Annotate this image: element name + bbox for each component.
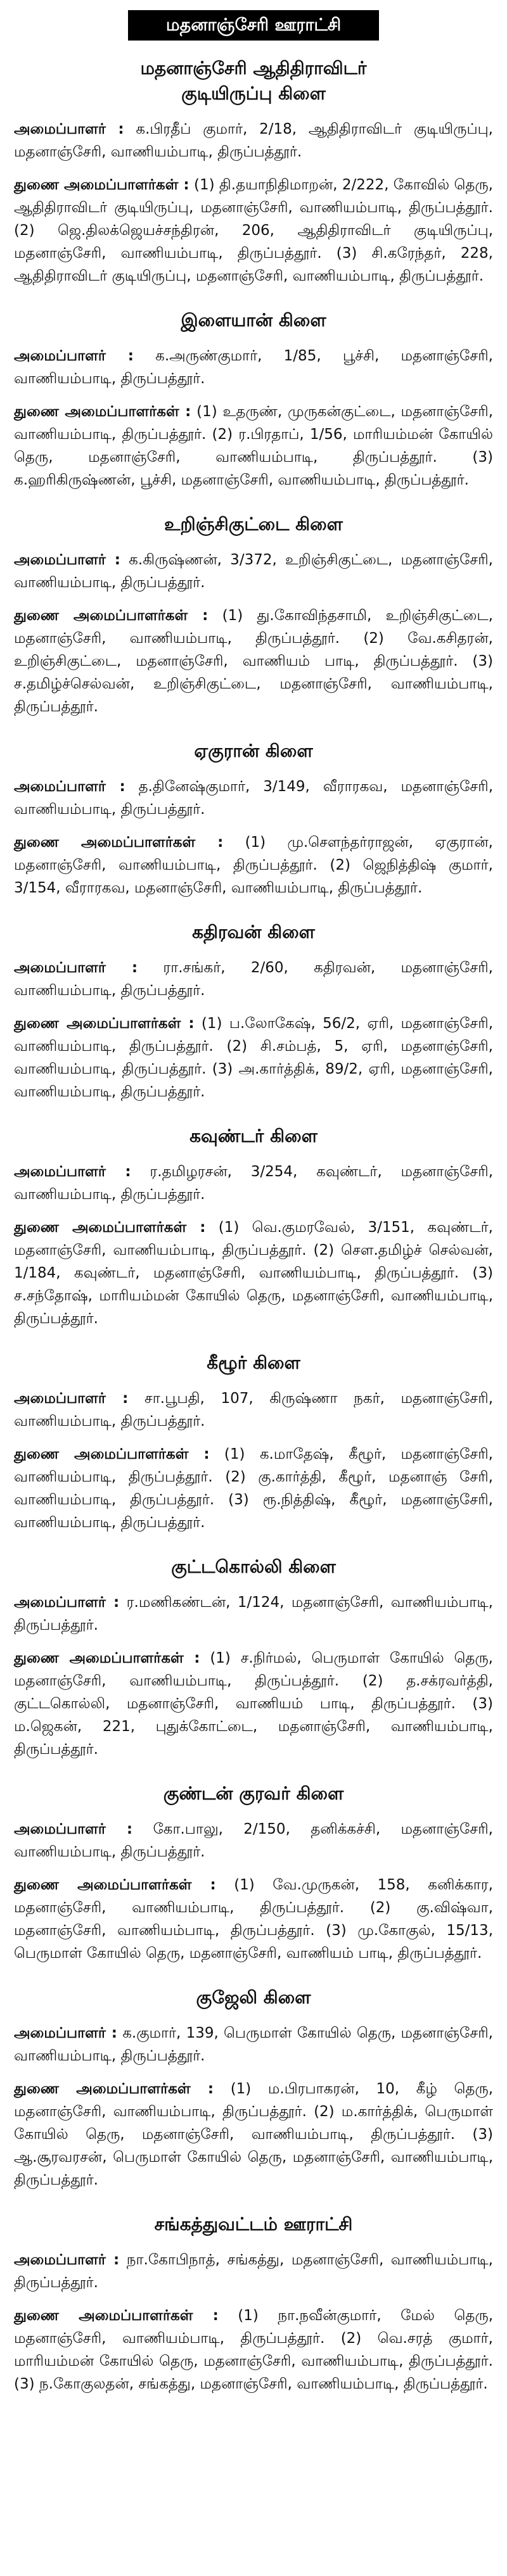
- branch-title-line: மதனாஞ்சேரி ஆதிதிராவிடர்: [140, 58, 367, 79]
- organizer-entry: [14, 118, 493, 163]
- branch-section: [14, 1781, 493, 1965]
- branch-title: [14, 1781, 493, 1806]
- deputy-organizers-entry: [14, 1012, 493, 1103]
- deputy-organizers-entry-label: துணை அமைப்பாளர்கள் :: [14, 403, 191, 420]
- branch-title-line: குட்டகொல்லி கிளை: [171, 1556, 336, 1577]
- organizer-entry-text: த.தினேஷ்குமார், 3/149, வீராரகவ, மதனாஞ்சேரி, வாணியம்பாடி, திருப்பத்தூர்.: [14, 778, 494, 818]
- organizer-entry-text: க.குமார், 139, பெருமாள் கோயில் தெரு, மதனாஞ்சேரி, வாணியம்பாடி, திருப்பத்தூர்.: [14, 2025, 493, 2064]
- organizer-entry-text: நா.கோபிநாத், சங்கத்து, மதனாஞ்சேரி, வாணியம்பாடி, திருப்பத்தூர்.: [14, 2252, 493, 2291]
- branch-section: [14, 56, 493, 288]
- deputy-organizers-entry-text: (1) ச.நிர்மல், பெருமாள் கோயில் தெரு, மதனாஞ்சேரி, வாணியம்பாடி, திருப்பத்தூர். (2) த.சக்ரவர்த்தி, குட்டகொல்லி, மதனாஞ்சேரி, வாணியம் பாடி, திருப்பத்தூர். (3) ம.ஜெகன், 221, புதுக்கோட்டை, மதனாஞ்சேரி, வாணியம்பாடி, திருப்பத்தூர்.: [14, 1650, 493, 1758]
- deputy-organizers-entry-text: (1) து.கோவிந்தசாமி, உறிஞ்சிகுட்டை, மதனாஞ்சேரி, வாணியம்பாடி, திருப்பத்தூர். (2) வே.கசிதரன், உறிஞ்சிகுட்டை, மதனாஞ்சேரி, வாணியம் பாடி, திருப்பத்தூர். (3) ச.தமிழ்ச்செல்வன், உறிஞ்சிகுட்டை, மதனாஞ்சேரி, வாணியம்பாடி, திருப்பத்தூர்.: [14, 607, 493, 715]
- deputy-organizers-entry: [14, 400, 493, 492]
- organizer-entry: [14, 2022, 493, 2067]
- deputy-organizers-entry-label: துணை அமைப்பாளர்கள் :: [14, 1650, 200, 1666]
- organizer-entry: [14, 2249, 493, 2294]
- branch-section: [14, 1124, 493, 1330]
- deputy-organizers-entry-label: துணை அமைப்பாளர்கள் :: [14, 607, 209, 624]
- deputy-organizers-entry: [14, 1647, 493, 1761]
- branch-title: [14, 1124, 493, 1149]
- organizer-entry-text: ர.தமிழரசன், 3/254, கவுண்டர், மதனாஞ்சேரி, வாணியம்பாடி, திருப்பத்தூர்.: [14, 1164, 494, 1203]
- organizer-entry-text: சா.பூபதி, 107, கிருஷ்ணா நகர், மதனாஞ்சேரி, வாணியம்பாடி, திருப்பத்தூர்.: [14, 1390, 493, 1430]
- organizer-entry: [14, 775, 493, 821]
- deputy-organizers-entry-text: (1) ம.பிரபாகரன், 10, கீழ் தெரு, மதனாஞ்சேரி, வாணியம்பாடி, திருப்பத்தூர். (2) ம.கார்த்திக், பெருமாள் கோயில் தெரு, மதனாஞ்சேரி, வாணியம்பாடி, திருப்பத்தூர். (3) ஆ.சூரவரசன், பெருமாள் கோயில் தெரு, மதனாஞ்சேரி, வாணியம்பாடி, திருப்பத்தூர்.: [14, 2081, 494, 2188]
- organizer-entry: [14, 549, 493, 594]
- deputy-organizers-entry-text: (1) வெ.குமரவேல், 3/151, கவுண்டர், மதனாஞ்சேரி, வாணியம்பாடி, திருப்பத்தூர். (2) செள.தமிழ்ச் செல்வன், 1/184, கவுண்டர், மதனாஞ்சேரி, வாணியம்பாடி, திருப்பத்தூர். (3) ச.சந்தோஷ், மாரியம்மன் கோயில் தெரு, மதனாஞ்சேரி, வாணியம்பாடி, திருப்பத்தூர்.: [14, 1219, 493, 1327]
- deputy-organizers-entry: [14, 1874, 493, 1965]
- deputy-organizers-entry: [14, 174, 493, 288]
- organizer-entry-text: ரா.சங்கர், 2/60, கதிரவன், மதனாஞ்சேரி, வாணியம்பாடி, திருப்பத்தூர்.: [14, 960, 493, 999]
- deputy-organizers-entry-text: (1) மு.சௌந்தர்ராஜன், ஏகுரான், மதனாஞ்சேரி, வாணியம்பாடி, திருப்பத்தூர். (2) ஜெநித்திஷ் குமார், 3/154, வீராரகவ, மதனாஞ்சேரி, வாணியம்பாடி, திருப்பத்தூர்.: [14, 834, 493, 896]
- branch-section: [14, 739, 493, 899]
- deputy-organizers-entry-text: (1) க.மாதேஷ், கீழூர், மதனாஞ்சேரி, வாணியம்பாடி, திருப்பத்தூர். (2) கு.கார்த்தி, கீழூர், மதனாஞ் சேரி, வாணியம்பாடி, திருப்பத்தூர். (3) ரூ.நித்திஷ், கீழூர், மதனாஞ்சேரி, வாணியம்பாடி, திருப்பத்தூர்.: [14, 1446, 493, 1531]
- deputy-organizers-entry-label: துணை அமைப்பாளர்கள் :: [14, 2081, 214, 2097]
- organizer-entry: [14, 1591, 493, 1637]
- organizer-entry-text: ர.மணிகண்டன், 1/124, மதனாஞ்சேரி, வாணியம்பாடி, திருப்பத்தூர்.: [14, 1594, 493, 1634]
- deputy-organizers-entry: [14, 1216, 493, 1330]
- organizer-entry-label: அமைப்பாளர் :: [14, 348, 134, 364]
- organizer-entry-label: அமைப்பாளர் :: [14, 960, 138, 976]
- branch-title-line: குண்டன் குரவர் கிளை: [163, 1783, 344, 1804]
- page-header-banner: மதனாஞ்சேரி ஊராட்சி: [128, 10, 379, 41]
- deputy-organizers-entry-label: துணை அமைப்பாளர்கள் :: [14, 1015, 195, 1032]
- organizer-entry-text: கோ.பாலு, 2/150, தனிக்கச்சி, மதனாஞ்சேரி, வாணியம்பாடி, திருப்பத்தூர்.: [14, 1821, 493, 1860]
- organizer-entry-label: அமைப்பாளர் :: [14, 1164, 131, 1180]
- branch-title: [14, 1985, 493, 2010]
- deputy-organizers-entry-text: (1) நா.நவீன்குமார், மேல் தெரு, மதனாஞ்சேரி, வாணியம்பாடி, திருப்பத்தூர். (2) வெ.சரத் குமார், மாரியம்மன் கோயில் தெரு, மதனாஞ்சேரி, வாணியம்பாடி, திருப்பத்தூர். (3) ந.கோகுலதன், சங்கத்து, மதனாஞ்சேரி, வாணியம்பாடி, திருப்பத்தூர்.: [14, 2307, 493, 2392]
- deputy-organizers-entry-label: துணை அமைப்பாளர்கள் :: [14, 1219, 206, 1236]
- branch-title-line: குடியிருப்பு கிளை: [181, 83, 326, 104]
- organizer-entry-label: அமைப்பாளர் :: [14, 121, 124, 137]
- branch-title-line: சங்கத்துவட்டம் ஊராட்சி: [154, 2214, 353, 2235]
- organizer-entry: [14, 956, 493, 1002]
- branch-title: [14, 1350, 493, 1376]
- branch-section: [14, 920, 493, 1103]
- branch-title-line: கீழூர் கிளை: [207, 1352, 300, 1373]
- branch-section: [14, 1554, 493, 1761]
- organizer-entry-text: க.கிருஷ்ணன், 3/372, உறிஞ்சிகுட்டை, மதனாஞ்சேரி, வாணியம்பாடி, திருப்பத்தூர்.: [14, 552, 493, 591]
- branch-title: [14, 739, 493, 764]
- branch-section: [14, 512, 493, 718]
- organizer-entry-label: அமைப்பாளர் :: [14, 778, 125, 795]
- organizer-entry: [14, 1818, 493, 1863]
- organizer-entry-label: அமைப்பாளர் :: [14, 2252, 120, 2268]
- organizer-entry-label: அமைப்பாளர் :: [14, 2025, 117, 2041]
- deputy-organizers-entry-label: துணை அமைப்பாளர்கள் :: [14, 834, 224, 851]
- branch-section: [14, 1350, 493, 1534]
- deputy-organizers-entry-text: (1) தி.தயாநிதிமாறன், 2/222, கோவில் தெரு, ஆதிதிராவிடர் குடியிருப்பு, மதனாஞ்சேரி, வாணியம்பாடி, திருப்பத்தூர். (2) ஜெ.திலக்ஜெயச்சந்திரன், 206, ஆதிதிராவிடர் குடியிருப்பு, மதனாஞ்சேரி, வாணியம்பாடி, திருப்பத்தூர். (3) சி.கரேந்தர், 228, ஆதிதிராவிடர் குடியிருப்பு, மதனாஞ்சேரி, வாணியம்பாடி, திருப்பத்தூர்.: [14, 177, 493, 284]
- branch-title: [14, 920, 493, 945]
- branch-list: [14, 56, 493, 2395]
- branch-title-line: இளையான் கிளை: [181, 310, 326, 331]
- branch-title: [14, 2212, 493, 2237]
- deputy-organizers-entry-text: (1) வே.முருகன், 158, கனிக்கார, மதனாஞ்சேரி, வாணியம்பாடி, திருப்பத்தூர். (2) கு.விஷ்வா, மதனாஞ்சேரி, வாணியம்பாடி, திருப்பத்தூர். (3) மு.கோகுல், 15/13, பெருமாள் கோயில் தெரு, மதனாஞ்சேரி, வாணியம் பாடி, திருப்பத்தூர்.: [14, 1877, 493, 1962]
- organizer-entry-text: க.பிரதீப் குமார், 2/18, ஆதிதிராவிடர் குடியிருப்பு, மதனாஞ்சேரி, வாணியம்பாடி, திருப்பத்தூர்.: [14, 121, 493, 160]
- organizer-entry-label: அமைப்பாளர் :: [14, 552, 120, 568]
- deputy-organizers-entry-text: (1) உதருண், முருகன்குட்டை, மதனாஞ்சேரி, வாணியம்பாடி, திருப்பத்தூர். (2) ர.பிரதாப், 1/56, மாரியம்மன் கோயில் தெரு, மதனாஞ்சேரி, வாணியம்பாடி, திருப்பத்தூர். (3) க.ஹரிகிருஷ்ணன், பூச்சி, மதனாஞ்சேரி, வாணியம்பாடி, திருப்பத்தூர்.: [14, 403, 494, 488]
- deputy-organizers-entry: [14, 604, 493, 718]
- organizer-entry: [14, 1387, 493, 1433]
- deputy-organizers-entry: [14, 1443, 493, 1534]
- deputy-organizers-entry: [14, 2078, 493, 2192]
- branch-title-line: குஜேலி கிளை: [196, 1987, 311, 2008]
- branch-title-line: கவுண்டர் கிளை: [189, 1126, 318, 1146]
- organizer-entry-label: அமைப்பாளர் :: [14, 1821, 133, 1837]
- organizer-entry: [14, 345, 493, 390]
- branch-title-line: உறிஞ்சிகுட்டை கிளை: [164, 514, 343, 535]
- branch-title-line: ஏகுரான் கிளை: [194, 740, 313, 761]
- branch-section: [14, 308, 493, 492]
- organizer-entry-label: அமைப்பாளர் :: [14, 1390, 129, 1407]
- branch-section: [14, 1985, 493, 2192]
- branch-title: [14, 308, 493, 333]
- branch-section: [14, 2212, 493, 2395]
- branch-title-line: கதிரவன் கிளை: [192, 922, 315, 942]
- branch-title: [14, 512, 493, 537]
- organizer-entry: [14, 1160, 493, 1206]
- deputy-organizers-entry-text: (1) ப.லோகேஷ், 56/2, ஏரி, மதனாஞ்சேரி, வாணியம்பாடி, திருப்பத்தூர். (2) சி.சம்பத், 5, ஏரி, மதனாஞ்சேரி, வாணியம்பாடி, திருப்பத்தூர். (3) அ.கார்த்திக், 89/2, ஏரி, மதனாஞ்சேரி, வாணியம்பாடி, திருப்பத்தூர்.: [14, 1015, 493, 1100]
- deputy-organizers-entry-label: துணை அமைப்பாளர்கள் :: [14, 177, 189, 193]
- branch-title: [14, 1554, 493, 1580]
- deputy-organizers-entry-label: துணை அமைப்பாளர்கள் :: [14, 1877, 216, 1893]
- organizer-entry-label: அமைப்பாளர் :: [14, 1594, 120, 1611]
- deputy-organizers-entry: [14, 831, 493, 899]
- deputy-organizers-entry-label: துணை அமைப்பாளர்கள் :: [14, 1446, 210, 1462]
- organizer-entry-text: க.அருண்குமார், 1/85, பூச்சி, மதனாஞ்சேரி, வாணியம்பாடி, திருப்பத்தூர்.: [14, 348, 493, 387]
- branch-title: [14, 56, 493, 106]
- deputy-organizers-entry-label: துணை அமைப்பாளர்கள் :: [14, 2307, 219, 2324]
- deputy-organizers-entry: [14, 2304, 493, 2395]
